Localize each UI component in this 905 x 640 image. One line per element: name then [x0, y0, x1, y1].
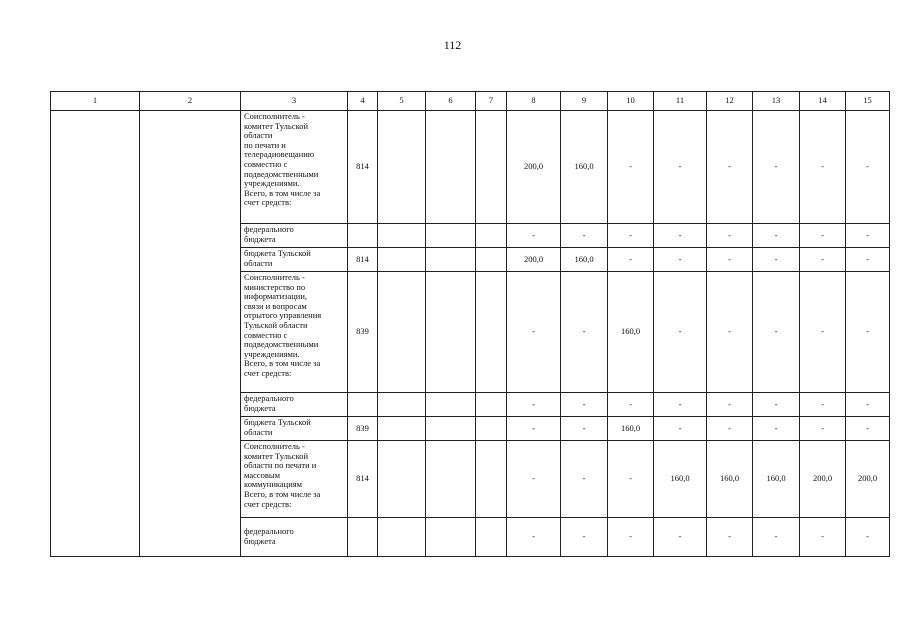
header-cell: 15 — [846, 92, 890, 111]
value-cell: - — [753, 393, 800, 417]
row-code: 839 — [348, 417, 378, 441]
value-cell: - — [561, 224, 608, 248]
value-cell — [426, 518, 476, 557]
row-description: бюджета Тульской области — [241, 417, 348, 441]
value-cell: - — [654, 248, 707, 272]
header-cell: 5 — [378, 92, 426, 111]
header-cell: 4 — [348, 92, 378, 111]
value-cell — [426, 393, 476, 417]
value-cell: - — [654, 272, 707, 393]
value-cell — [378, 272, 426, 393]
value-cell: 200,0 — [507, 248, 561, 272]
value-cell: 160,0 — [608, 417, 654, 441]
value-cell: - — [507, 393, 561, 417]
value-cell: - — [654, 518, 707, 557]
value-cell: - — [707, 518, 753, 557]
row-code — [348, 224, 378, 248]
value-cell: - — [800, 111, 846, 224]
value-cell: - — [753, 272, 800, 393]
value-cell: - — [846, 272, 890, 393]
value-cell: - — [753, 417, 800, 441]
row-description: Соисполнитель - министерство по информатизации, связи и вопросам отрытого управления Тульской области совместно с подведомственными учреждениями. Всего, в том числе за счет средств: — [241, 272, 348, 393]
value-cell: - — [846, 224, 890, 248]
value-cell: - — [561, 518, 608, 557]
value-cell: - — [654, 417, 707, 441]
header-cell: 12 — [707, 92, 753, 111]
value-cell: 160,0 — [561, 248, 608, 272]
value-cell: - — [707, 248, 753, 272]
header-cell: 9 — [561, 92, 608, 111]
header-cell: 3 — [241, 92, 348, 111]
row-code: 839 — [348, 272, 378, 393]
value-cell — [378, 248, 426, 272]
value-cell: 200,0 — [846, 441, 890, 518]
value-cell: - — [561, 441, 608, 518]
value-cell: - — [608, 393, 654, 417]
header-cell: 7 — [476, 92, 507, 111]
value-cell: - — [507, 272, 561, 393]
value-cell: - — [753, 248, 800, 272]
value-cell: 160,0 — [561, 111, 608, 224]
value-cell — [476, 224, 507, 248]
row-code: 814 — [348, 111, 378, 224]
value-cell: 160,0 — [654, 441, 707, 518]
row-description: федерального бюджета — [241, 393, 348, 417]
value-cell: - — [707, 417, 753, 441]
value-cell: - — [753, 518, 800, 557]
value-cell: - — [846, 248, 890, 272]
value-cell: - — [800, 224, 846, 248]
value-cell — [476, 248, 507, 272]
value-cell — [476, 417, 507, 441]
value-cell — [378, 224, 426, 248]
header-cell: 6 — [426, 92, 476, 111]
value-cell: - — [800, 248, 846, 272]
value-cell — [378, 417, 426, 441]
value-cell: - — [654, 224, 707, 248]
value-cell: - — [608, 441, 654, 518]
row-code — [348, 518, 378, 557]
value-cell: - — [846, 111, 890, 224]
header-cell: 1 — [51, 92, 140, 111]
value-cell: 160,0 — [608, 272, 654, 393]
value-cell: - — [800, 393, 846, 417]
value-cell: - — [608, 111, 654, 224]
table-header-row — [51, 92, 890, 111]
value-cell — [426, 441, 476, 518]
header-cell: 10 — [608, 92, 654, 111]
value-cell — [426, 224, 476, 248]
table-row — [51, 111, 890, 224]
value-cell: - — [507, 417, 561, 441]
row-code: 814 — [348, 441, 378, 518]
value-cell: - — [561, 417, 608, 441]
value-cell: 200,0 — [800, 441, 846, 518]
value-cell: - — [846, 393, 890, 417]
value-cell — [476, 272, 507, 393]
value-cell: - — [561, 393, 608, 417]
row-description: федерального бюджета — [241, 518, 348, 557]
value-cell — [426, 248, 476, 272]
empty-cell-col2 — [140, 111, 241, 557]
value-cell — [476, 111, 507, 224]
value-cell — [426, 111, 476, 224]
header-cell: 13 — [753, 92, 800, 111]
row-description: федерального бюджета — [241, 224, 348, 248]
value-cell: - — [707, 224, 753, 248]
header-cell: 14 — [800, 92, 846, 111]
value-cell — [378, 518, 426, 557]
header-cell: 2 — [140, 92, 241, 111]
value-cell — [476, 441, 507, 518]
value-cell: - — [846, 518, 890, 557]
value-cell: - — [608, 248, 654, 272]
value-cell: - — [507, 441, 561, 518]
row-description: бюджета Тульской области — [241, 248, 348, 272]
value-cell: - — [608, 224, 654, 248]
budget-table — [50, 91, 890, 557]
value-cell: - — [707, 393, 753, 417]
value-cell — [378, 441, 426, 518]
value-cell — [378, 393, 426, 417]
empty-cell-col1 — [51, 111, 140, 557]
value-cell: - — [800, 518, 846, 557]
page-number: 112 — [443, 38, 462, 52]
row-code: 814 — [348, 248, 378, 272]
value-cell: - — [800, 272, 846, 393]
value-cell — [426, 417, 476, 441]
value-cell: 160,0 — [707, 441, 753, 518]
header-cell: 8 — [507, 92, 561, 111]
value-cell: - — [507, 518, 561, 557]
header-cell: 11 — [654, 92, 707, 111]
row-description: Соисполнитель - комитет Тульской области по печати и телерадиовещанию совместно с подведомственными учреждениями. Всего, в том числе за счет средств: — [241, 111, 348, 224]
row-description: Соисполнитель - комитет Тульской области по печати и массовым коммуникациям Всего, в том числе за счет средств: — [241, 441, 348, 518]
value-cell: - — [654, 111, 707, 224]
value-cell: - — [707, 272, 753, 393]
value-cell — [426, 272, 476, 393]
value-cell: - — [846, 417, 890, 441]
value-cell: - — [507, 224, 561, 248]
value-cell — [476, 518, 507, 557]
value-cell: - — [753, 224, 800, 248]
value-cell: - — [608, 518, 654, 557]
value-cell: - — [753, 111, 800, 224]
value-cell: 200,0 — [507, 111, 561, 224]
value-cell: - — [654, 393, 707, 417]
value-cell: 160,0 — [753, 441, 800, 518]
row-code — [348, 393, 378, 417]
value-cell: - — [561, 272, 608, 393]
value-cell — [476, 393, 507, 417]
value-cell: - — [800, 417, 846, 441]
value-cell: - — [707, 111, 753, 224]
value-cell — [378, 111, 426, 224]
